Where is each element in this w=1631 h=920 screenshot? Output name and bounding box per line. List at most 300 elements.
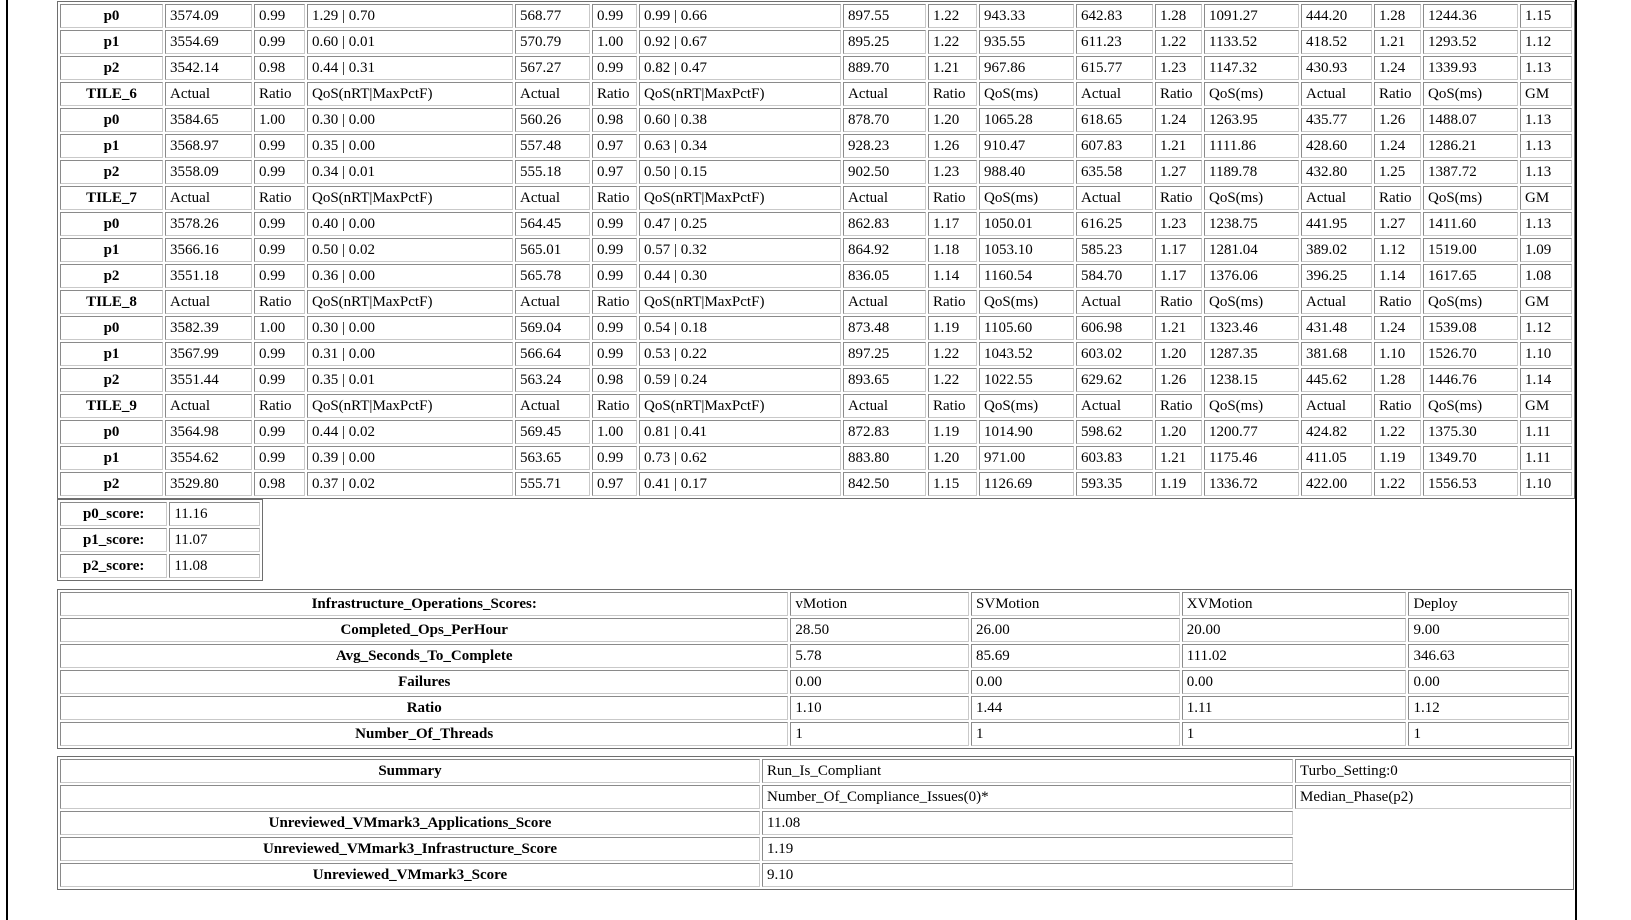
metric-value-cell: 1200.77 bbox=[1204, 420, 1299, 444]
metric-value-cell: 0.98 bbox=[592, 368, 637, 392]
metric-value-cell: 569.04 bbox=[515, 316, 590, 340]
summary-value-cell: 11.08 bbox=[762, 811, 1293, 835]
summary-row bbox=[60, 811, 1571, 835]
metric-value-cell: 1.20 bbox=[928, 446, 977, 470]
metric-value-cell: 1.10 bbox=[1520, 472, 1572, 496]
metric-value-cell: 0.50 | 0.15 bbox=[639, 160, 841, 184]
metric-value-cell: 1189.78 bbox=[1204, 160, 1299, 184]
column-header-cell: Actual bbox=[165, 186, 252, 210]
column-header-cell: Actual bbox=[165, 290, 252, 314]
column-header-cell: Actual bbox=[1076, 290, 1153, 314]
column-header-cell: QoS(nRT|MaxPctF) bbox=[307, 290, 513, 314]
column-header-cell: Ratio bbox=[1374, 290, 1421, 314]
phase-score-label-cell: p2_score: bbox=[60, 554, 167, 578]
infrastructure-value-cell: 1 bbox=[1182, 722, 1407, 746]
metric-value-cell: 570.79 bbox=[515, 30, 590, 54]
metric-value-cell: 564.45 bbox=[515, 212, 590, 236]
column-header-cell: QoS(nRT|MaxPctF) bbox=[307, 186, 513, 210]
metric-value-cell: 1.28 bbox=[1374, 4, 1421, 28]
workload-results-body bbox=[60, 4, 1572, 496]
metric-value-cell: 1.26 bbox=[1374, 108, 1421, 132]
metric-value-cell: 1105.60 bbox=[979, 316, 1074, 340]
summary-label-cell: Summary bbox=[60, 759, 760, 783]
tile-name-cell: TILE_6 bbox=[60, 82, 163, 106]
metric-value-cell: 0.44 | 0.02 bbox=[307, 420, 513, 444]
metric-value-cell: 1238.15 bbox=[1204, 368, 1299, 392]
metric-value-cell: 3554.62 bbox=[165, 446, 252, 470]
column-header-cell: QoS(nRT|MaxPctF) bbox=[639, 290, 841, 314]
metric-value-cell: 1.00 bbox=[254, 108, 305, 132]
metric-value-cell: 1336.72 bbox=[1204, 472, 1299, 496]
metric-value-cell: 1263.95 bbox=[1204, 108, 1299, 132]
metric-value-cell: 1287.35 bbox=[1204, 342, 1299, 366]
metric-value-cell: 0.41 | 0.17 bbox=[639, 472, 841, 496]
infrastructure-value-cell: 0.00 bbox=[971, 670, 1180, 694]
metric-value-cell: 444.20 bbox=[1301, 4, 1372, 28]
metric-value-cell: 910.47 bbox=[979, 134, 1074, 158]
metric-value-cell: 1.14 bbox=[1374, 264, 1421, 288]
column-header-cell: Ratio bbox=[928, 186, 977, 210]
metric-value-cell: 603.02 bbox=[1076, 342, 1153, 366]
metric-value-cell: 1.25 bbox=[1374, 160, 1421, 184]
infrastructure-label-cell: Failures bbox=[60, 670, 788, 694]
metric-value-cell: 569.45 bbox=[515, 420, 590, 444]
metric-value-cell: 1.21 bbox=[928, 56, 977, 80]
metric-value-cell: 0.99 bbox=[592, 316, 637, 340]
metric-value-cell: 593.35 bbox=[1076, 472, 1153, 496]
metric-value-cell: 1.12 bbox=[1520, 316, 1572, 340]
metric-value-cell: 836.05 bbox=[843, 264, 926, 288]
tile-header-row bbox=[60, 186, 1572, 210]
infrastructure-value-cell: 85.69 bbox=[971, 644, 1180, 668]
phase-scores-body bbox=[60, 502, 260, 578]
metric-value-cell: 1.13 bbox=[1520, 160, 1572, 184]
metric-value-cell: 563.24 bbox=[515, 368, 590, 392]
metric-value-cell: 1022.55 bbox=[979, 368, 1074, 392]
phase-data-row bbox=[60, 472, 1572, 496]
metric-value-cell: 0.97 bbox=[592, 134, 637, 158]
metric-value-cell: 598.62 bbox=[1076, 420, 1153, 444]
column-header-cell: Ratio bbox=[592, 186, 637, 210]
tile-header-row bbox=[60, 290, 1572, 314]
metric-value-cell: 1.17 bbox=[928, 212, 977, 236]
metric-value-cell: 0.97 bbox=[592, 160, 637, 184]
metric-value-cell: 411.05 bbox=[1301, 446, 1372, 470]
metric-value-cell: 1.24 bbox=[1155, 108, 1202, 132]
summary-value-cell: 9.10 bbox=[762, 863, 1293, 887]
metric-value-cell: 1.22 bbox=[928, 4, 977, 28]
metric-value-cell: 1043.52 bbox=[979, 342, 1074, 366]
column-header-cell: Actual bbox=[165, 394, 252, 418]
infrastructure-operations-body bbox=[60, 592, 1569, 746]
phase-score-row bbox=[60, 502, 260, 526]
column-header-cell: QoS(nRT|MaxPctF) bbox=[639, 394, 841, 418]
infrastructure-data-row bbox=[60, 696, 1569, 720]
metric-value-cell: 0.47 | 0.25 bbox=[639, 212, 841, 236]
metric-value-cell: 635.58 bbox=[1076, 160, 1153, 184]
metric-value-cell: 0.98 bbox=[592, 108, 637, 132]
phase-data-row bbox=[60, 212, 1572, 236]
metric-value-cell: 1.27 bbox=[1374, 212, 1421, 236]
column-header-cell: Ratio bbox=[592, 394, 637, 418]
metric-value-cell: 897.55 bbox=[843, 4, 926, 28]
summary-label-cell bbox=[60, 785, 760, 809]
metric-value-cell: 0.97 bbox=[592, 472, 637, 496]
metric-value-cell: 563.65 bbox=[515, 446, 590, 470]
phase-label-cell: p1 bbox=[60, 342, 163, 366]
infrastructure-label-cell: Number_Of_Threads bbox=[60, 722, 788, 746]
infrastructure-value-cell: 1 bbox=[1408, 722, 1569, 746]
phase-label-cell: p0 bbox=[60, 108, 163, 132]
metric-value-cell: 1.10 bbox=[1374, 342, 1421, 366]
column-header-cell: Ratio bbox=[254, 394, 305, 418]
metric-value-cell: 0.59 | 0.24 bbox=[639, 368, 841, 392]
metric-value-cell: 560.26 bbox=[515, 108, 590, 132]
metric-value-cell: 430.93 bbox=[1301, 56, 1372, 80]
summary-label-cell: Unreviewed_VMmark3_Applications_Score bbox=[60, 811, 760, 835]
infrastructure-value-cell: 0.00 bbox=[1408, 670, 1569, 694]
metric-value-cell: 1.13 bbox=[1520, 56, 1572, 80]
metric-value-cell: 1526.70 bbox=[1423, 342, 1518, 366]
metric-value-cell: 1519.00 bbox=[1423, 238, 1518, 262]
metric-value-cell: 1.09 bbox=[1520, 238, 1572, 262]
metric-value-cell: 1349.70 bbox=[1423, 446, 1518, 470]
metric-value-cell: 0.99 bbox=[592, 212, 637, 236]
column-header-cell: QoS(ms) bbox=[1423, 290, 1518, 314]
summary-value-cell: Turbo_Setting:0 bbox=[1295, 759, 1571, 783]
metric-value-cell: 0.99 bbox=[254, 238, 305, 262]
metric-value-cell: 3574.09 bbox=[165, 4, 252, 28]
summary-label-cell: Unreviewed_VMmark3_Infrastructure_Score bbox=[60, 837, 760, 861]
metric-value-cell: 1.22 bbox=[928, 342, 977, 366]
metric-value-cell: 3542.14 bbox=[165, 56, 252, 80]
metric-value-cell: 1.23 bbox=[1155, 212, 1202, 236]
column-header-cell: QoS(nRT|MaxPctF) bbox=[639, 186, 841, 210]
phase-data-row bbox=[60, 446, 1572, 470]
metric-value-cell: 895.25 bbox=[843, 30, 926, 54]
infrastructure-value-cell: 9.00 bbox=[1408, 618, 1569, 642]
tile-header-row bbox=[60, 394, 1572, 418]
metric-value-cell: 1.27 bbox=[1155, 160, 1202, 184]
column-header-cell: Actual bbox=[1301, 82, 1372, 106]
column-header-cell: Ratio bbox=[254, 82, 305, 106]
column-header-cell: Ratio bbox=[1155, 290, 1202, 314]
metric-value-cell: 1.15 bbox=[1520, 4, 1572, 28]
metric-value-cell: 1411.60 bbox=[1423, 212, 1518, 236]
infrastructure-value-cell: 1.11 bbox=[1182, 696, 1407, 720]
phase-label-cell: p2 bbox=[60, 264, 163, 288]
infrastructure-data-row bbox=[60, 618, 1569, 642]
metric-value-cell: 557.48 bbox=[515, 134, 590, 158]
column-header-cell: GM bbox=[1520, 290, 1572, 314]
metric-value-cell: 889.70 bbox=[843, 56, 926, 80]
metric-value-cell: 1.00 bbox=[254, 316, 305, 340]
metric-value-cell: 1.24 bbox=[1374, 56, 1421, 80]
metric-value-cell: 1286.21 bbox=[1423, 134, 1518, 158]
column-header-cell: Ratio bbox=[1155, 82, 1202, 106]
phase-label-cell: p2 bbox=[60, 160, 163, 184]
summary-row bbox=[60, 837, 1571, 861]
metric-value-cell: 1.21 bbox=[1155, 134, 1202, 158]
infrastructure-data-row bbox=[60, 722, 1569, 746]
phase-score-row bbox=[60, 554, 260, 578]
metric-value-cell: 842.50 bbox=[843, 472, 926, 496]
infrastructure-value-cell: 1 bbox=[971, 722, 1180, 746]
metric-value-cell: 1.20 bbox=[1155, 342, 1202, 366]
metric-value-cell: 1175.46 bbox=[1204, 446, 1299, 470]
column-header-cell: QoS(ms) bbox=[979, 394, 1074, 418]
metric-value-cell: 1339.93 bbox=[1423, 56, 1518, 80]
metric-value-cell: 3578.26 bbox=[165, 212, 252, 236]
metric-value-cell: 1.11 bbox=[1520, 446, 1572, 470]
metric-value-cell: 0.99 bbox=[592, 446, 637, 470]
metric-value-cell: 902.50 bbox=[843, 160, 926, 184]
phase-data-row bbox=[60, 316, 1572, 340]
metric-value-cell: 432.80 bbox=[1301, 160, 1372, 184]
summary-table bbox=[57, 756, 1574, 890]
metric-value-cell: 1053.10 bbox=[979, 238, 1074, 262]
metric-value-cell: 3566.16 bbox=[165, 238, 252, 262]
column-header-cell: Actual bbox=[1076, 394, 1153, 418]
metric-value-cell: 0.54 | 0.18 bbox=[639, 316, 841, 340]
metric-value-cell: 1.15 bbox=[928, 472, 977, 496]
metric-value-cell: 418.52 bbox=[1301, 30, 1372, 54]
phase-score-label-cell: p0_score: bbox=[60, 502, 167, 526]
metric-value-cell: 3554.69 bbox=[165, 30, 252, 54]
metric-value-cell: 555.71 bbox=[515, 472, 590, 496]
column-header-cell: Actual bbox=[843, 290, 926, 314]
metric-value-cell: 381.68 bbox=[1301, 342, 1372, 366]
summary-value-cell: Number_Of_Compliance_Issues(0)* bbox=[762, 785, 1293, 809]
metric-value-cell: 1.19 bbox=[928, 316, 977, 340]
metric-value-cell: 1.26 bbox=[1155, 368, 1202, 392]
phase-score-row bbox=[60, 528, 260, 552]
metric-value-cell: 1.14 bbox=[928, 264, 977, 288]
metric-value-cell: 1244.36 bbox=[1423, 4, 1518, 28]
metric-value-cell: 3558.09 bbox=[165, 160, 252, 184]
metric-value-cell: 935.55 bbox=[979, 30, 1074, 54]
column-header-cell: Actual bbox=[843, 394, 926, 418]
metric-value-cell: 1.00 bbox=[592, 420, 637, 444]
metric-value-cell: 872.83 bbox=[843, 420, 926, 444]
infrastructure-value-cell: 1.12 bbox=[1408, 696, 1569, 720]
workload-results-table bbox=[57, 1, 1575, 499]
metric-value-cell: 3551.44 bbox=[165, 368, 252, 392]
phase-data-row bbox=[60, 342, 1572, 366]
infrastructure-column-header-cell: XVMotion bbox=[1182, 592, 1407, 616]
metric-value-cell: 0.99 bbox=[254, 4, 305, 28]
metric-value-cell: 422.00 bbox=[1301, 472, 1372, 496]
metric-value-cell: 584.70 bbox=[1076, 264, 1153, 288]
phase-label-cell: p0 bbox=[60, 4, 163, 28]
column-header-cell: QoS(ms) bbox=[1423, 186, 1518, 210]
phase-score-value-cell: 11.08 bbox=[169, 554, 260, 578]
column-header-cell: Actual bbox=[515, 290, 590, 314]
metric-value-cell: 1238.75 bbox=[1204, 212, 1299, 236]
metric-value-cell: 1126.69 bbox=[979, 472, 1074, 496]
phase-data-row bbox=[60, 108, 1572, 132]
column-header-cell: QoS(ms) bbox=[1423, 394, 1518, 418]
phase-data-row bbox=[60, 368, 1572, 392]
infrastructure-value-cell: 111.02 bbox=[1182, 644, 1407, 668]
metric-value-cell: 1.13 bbox=[1520, 212, 1572, 236]
metric-value-cell: 565.01 bbox=[515, 238, 590, 262]
column-header-cell: Ratio bbox=[1155, 186, 1202, 210]
phase-label-cell: p2 bbox=[60, 56, 163, 80]
metric-value-cell: 1.12 bbox=[1520, 30, 1572, 54]
infrastructure-value-cell: 1.10 bbox=[790, 696, 969, 720]
infrastructure-value-cell: 346.63 bbox=[1408, 644, 1569, 668]
metric-value-cell: 3529.80 bbox=[165, 472, 252, 496]
column-header-cell: Actual bbox=[1301, 394, 1372, 418]
metric-value-cell: 616.25 bbox=[1076, 212, 1153, 236]
phase-label-cell: p2 bbox=[60, 472, 163, 496]
metric-value-cell: 1.26 bbox=[928, 134, 977, 158]
metric-value-cell: 1050.01 bbox=[979, 212, 1074, 236]
metric-value-cell: 1.24 bbox=[1374, 134, 1421, 158]
metric-value-cell: 629.62 bbox=[1076, 368, 1153, 392]
metric-value-cell: 1281.04 bbox=[1204, 238, 1299, 262]
infrastructure-operations-table bbox=[57, 589, 1572, 749]
tile-name-cell: TILE_8 bbox=[60, 290, 163, 314]
metric-value-cell: 0.39 | 0.00 bbox=[307, 446, 513, 470]
metric-value-cell: 0.99 | 0.66 bbox=[639, 4, 841, 28]
metric-value-cell: 0.35 | 0.01 bbox=[307, 368, 513, 392]
infrastructure-value-cell: 20.00 bbox=[1182, 618, 1407, 642]
metric-value-cell: 607.83 bbox=[1076, 134, 1153, 158]
phase-data-row bbox=[60, 264, 1572, 288]
column-header-cell: Actual bbox=[1301, 290, 1372, 314]
infrastructure-header-row bbox=[60, 592, 1569, 616]
metric-value-cell: 0.99 bbox=[254, 368, 305, 392]
metric-value-cell: 1.29 | 0.70 bbox=[307, 4, 513, 28]
metric-value-cell: 967.86 bbox=[979, 56, 1074, 80]
summary-row bbox=[60, 759, 1571, 783]
metric-value-cell: 0.30 | 0.00 bbox=[307, 108, 513, 132]
metric-value-cell: 1.22 bbox=[928, 368, 977, 392]
tile-header-row bbox=[60, 82, 1572, 106]
column-header-cell: QoS(ms) bbox=[1204, 394, 1299, 418]
metric-value-cell: 1.28 bbox=[1374, 368, 1421, 392]
metric-value-cell: 1.20 bbox=[1155, 420, 1202, 444]
metric-value-cell: 1111.86 bbox=[1204, 134, 1299, 158]
metric-value-cell: 3582.39 bbox=[165, 316, 252, 340]
metric-value-cell: 1323.46 bbox=[1204, 316, 1299, 340]
column-header-cell: Ratio bbox=[592, 82, 637, 106]
infrastructure-value-cell: 1.44 bbox=[971, 696, 1180, 720]
metric-value-cell: 1.12 bbox=[1374, 238, 1421, 262]
metric-value-cell: 0.99 bbox=[592, 56, 637, 80]
metric-value-cell: 1160.54 bbox=[979, 264, 1074, 288]
page-right-border bbox=[1575, 0, 1577, 920]
summary-row bbox=[60, 785, 1571, 809]
metric-value-cell: 1.11 bbox=[1520, 420, 1572, 444]
column-header-cell: QoS(ms) bbox=[979, 186, 1074, 210]
metric-value-cell: 897.25 bbox=[843, 342, 926, 366]
column-header-cell: Ratio bbox=[254, 186, 305, 210]
metric-value-cell: 1.17 bbox=[1155, 238, 1202, 262]
column-header-cell: Ratio bbox=[928, 82, 977, 106]
metric-value-cell: 606.98 bbox=[1076, 316, 1153, 340]
column-header-cell: QoS(ms) bbox=[1423, 82, 1518, 106]
metric-value-cell: 1147.32 bbox=[1204, 56, 1299, 80]
metric-value-cell: 971.00 bbox=[979, 446, 1074, 470]
column-header-cell: QoS(ms) bbox=[1204, 82, 1299, 106]
metric-value-cell: 445.62 bbox=[1301, 368, 1372, 392]
metric-value-cell: 1.13 bbox=[1520, 108, 1572, 132]
phase-data-row bbox=[60, 56, 1572, 80]
metric-value-cell: 0.99 bbox=[592, 238, 637, 262]
metric-value-cell: 0.40 | 0.00 bbox=[307, 212, 513, 236]
column-header-cell: Actual bbox=[165, 82, 252, 106]
metric-value-cell: 1.23 bbox=[928, 160, 977, 184]
infrastructure-value-cell: 0.00 bbox=[790, 670, 969, 694]
metric-value-cell: 1.00 bbox=[592, 30, 637, 54]
summary-value-cell: 1.19 bbox=[762, 837, 1293, 861]
column-header-cell: GM bbox=[1520, 82, 1572, 106]
metric-value-cell: 0.44 | 0.30 bbox=[639, 264, 841, 288]
column-header-cell: QoS(ms) bbox=[979, 82, 1074, 106]
column-header-cell: QoS(nRT|MaxPctF) bbox=[639, 82, 841, 106]
column-header-cell: Actual bbox=[843, 82, 926, 106]
metric-value-cell: 0.99 bbox=[254, 446, 305, 470]
metric-value-cell: 3584.65 bbox=[165, 108, 252, 132]
phase-score-value-cell: 11.07 bbox=[169, 528, 260, 552]
phase-score-value-cell: 11.16 bbox=[169, 502, 260, 526]
phase-label-cell: p0 bbox=[60, 316, 163, 340]
metric-value-cell: 0.99 bbox=[254, 212, 305, 236]
infrastructure-value-cell: 0.00 bbox=[1182, 670, 1407, 694]
summary-value-cell: Run_Is_Compliant bbox=[762, 759, 1293, 783]
metric-value-cell: 0.34 | 0.01 bbox=[307, 160, 513, 184]
metric-value-cell: 1.19 bbox=[1155, 472, 1202, 496]
metric-value-cell: 883.80 bbox=[843, 446, 926, 470]
metric-value-cell: 1.21 bbox=[1374, 30, 1421, 54]
metric-value-cell: 3551.18 bbox=[165, 264, 252, 288]
infrastructure-value-cell: 1 bbox=[790, 722, 969, 746]
metric-value-cell: 873.48 bbox=[843, 316, 926, 340]
metric-value-cell: 1539.08 bbox=[1423, 316, 1518, 340]
column-header-cell: Ratio bbox=[1374, 394, 1421, 418]
metric-value-cell: 1293.52 bbox=[1423, 30, 1518, 54]
tile-name-cell: TILE_7 bbox=[60, 186, 163, 210]
infrastructure-value-cell: 5.78 bbox=[790, 644, 969, 668]
metric-value-cell: 1.19 bbox=[1374, 446, 1421, 470]
metric-value-cell: 1488.07 bbox=[1423, 108, 1518, 132]
infrastructure-value-cell: 26.00 bbox=[971, 618, 1180, 642]
metric-value-cell: 441.95 bbox=[1301, 212, 1372, 236]
metric-value-cell: 0.99 bbox=[592, 264, 637, 288]
phase-label-cell: p1 bbox=[60, 30, 163, 54]
column-header-cell: Actual bbox=[1076, 82, 1153, 106]
summary-value-cell: Median_Phase(p2) bbox=[1295, 785, 1571, 809]
metric-value-cell: 1.08 bbox=[1520, 264, 1572, 288]
metric-value-cell: 431.48 bbox=[1301, 316, 1372, 340]
metric-value-cell: 435.77 bbox=[1301, 108, 1372, 132]
metric-value-cell: 1.17 bbox=[1155, 264, 1202, 288]
metric-value-cell: 0.82 | 0.47 bbox=[639, 56, 841, 80]
phase-label-cell: p0 bbox=[60, 420, 163, 444]
summary-body bbox=[60, 759, 1571, 887]
phase-data-row bbox=[60, 238, 1572, 262]
metric-value-cell: 611.23 bbox=[1076, 30, 1153, 54]
metric-value-cell: 1.10 bbox=[1520, 342, 1572, 366]
metric-value-cell: 1375.30 bbox=[1423, 420, 1518, 444]
metric-value-cell: 396.25 bbox=[1301, 264, 1372, 288]
column-header-cell: GM bbox=[1520, 394, 1572, 418]
metric-value-cell: 618.65 bbox=[1076, 108, 1153, 132]
phase-label-cell: p1 bbox=[60, 238, 163, 262]
